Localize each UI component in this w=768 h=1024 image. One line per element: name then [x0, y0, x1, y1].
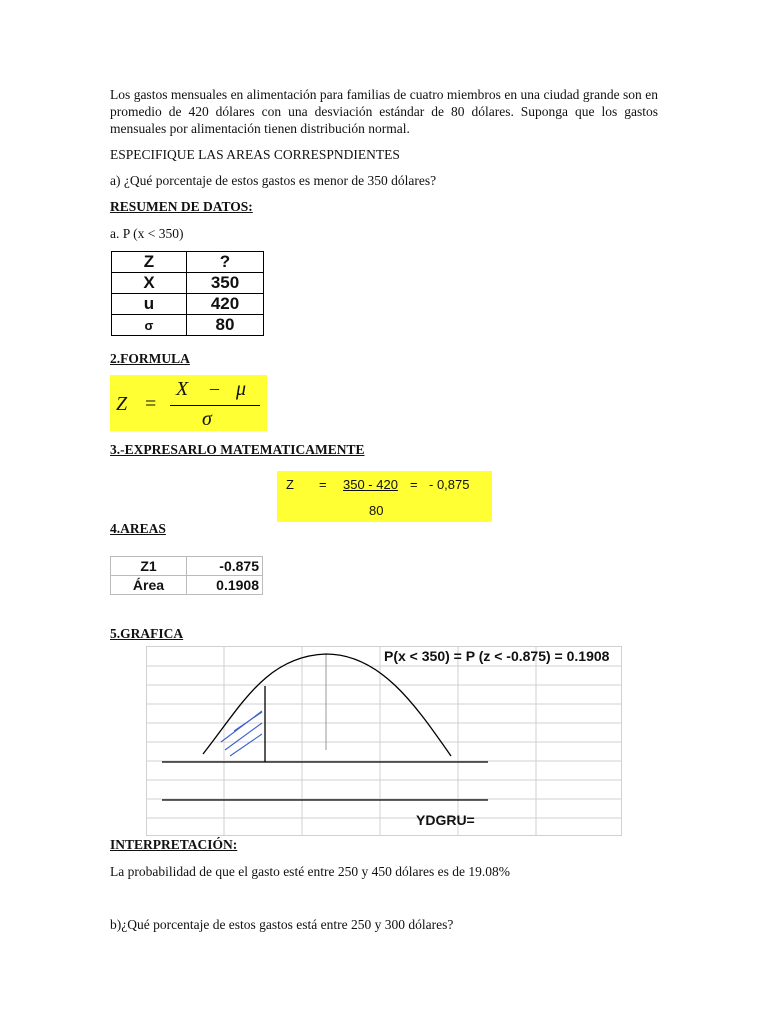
table-cell-key: Área	[111, 576, 187, 595]
calc-result: - 0,875	[429, 477, 470, 492]
data-summary-table	[111, 251, 264, 336]
formula-equals: =	[145, 393, 157, 415]
interpretation-heading: INTERPRETACIÓN:	[110, 837, 238, 852]
formula-minus: –	[210, 378, 219, 398]
formula-mu: μ	[236, 378, 247, 400]
table-cell-value: 0.1908	[187, 576, 263, 595]
calc-numerator: 350 - 420	[343, 477, 398, 492]
formula-box	[110, 375, 267, 431]
problem-statement: Los gastos mensuales en alimentación para familias de cuatro miembros en una ciudad grande son en promedio de 420 dólares con una desviación estándar de 80 dólares. Suponga que los gastos mensuales por alimentación tienen distribución normal.	[110, 87, 658, 136]
areas-heading: 4.AREAS	[110, 521, 166, 536]
formula-z: Z	[116, 393, 128, 415]
table-cell-value: 80	[187, 315, 264, 336]
express-heading: 3.-EXPRESARLO MATEMATICAMENTE	[110, 442, 365, 457]
calc-denominator: 80	[369, 503, 384, 518]
fraction-bar	[170, 405, 260, 406]
formula-heading: 2.FORMULA	[110, 351, 190, 366]
interpretation-text: La probabilidad de que el gasto esté entre 250 y 450 dólares es de 19.08%	[110, 864, 511, 879]
table-cell-key: X	[112, 273, 187, 294]
normal-curve-figure	[146, 646, 622, 836]
summary-heading: RESUMEN DE DATOS:	[110, 199, 253, 214]
calc-z: Z	[286, 477, 294, 492]
table-row	[111, 576, 263, 595]
table-row	[112, 252, 264, 273]
table-cell-value: -0.875	[187, 557, 263, 576]
table-cell-key: σ	[112, 315, 187, 336]
graph-heading: 5.GRAFICA	[110, 626, 184, 641]
graph-title: P(x < 350) = P (z < -0.875) = 0.1908	[384, 648, 610, 664]
formula-x: X	[176, 378, 189, 400]
table-cell-key: Z1	[111, 557, 187, 576]
table-row	[111, 557, 263, 576]
calc-equals-2: =	[410, 477, 418, 492]
table-cell-key: Z	[112, 252, 187, 273]
table-cell-value: 420	[187, 294, 264, 315]
table-cell-value: 350	[187, 273, 264, 294]
summary-subtitle: a. P (x < 350)	[110, 226, 184, 241]
bell-curve	[203, 654, 451, 756]
table-cell-value: ?	[187, 252, 264, 273]
garbled-label: YDGRU=	[416, 812, 475, 828]
calc-equals-1: =	[319, 477, 327, 492]
table-row	[112, 273, 264, 294]
areas-table	[110, 556, 263, 595]
question-b: b)¿Qué porcentaje de estos gastos está entre 250 y 300 dólares?	[110, 917, 454, 932]
table-row	[112, 315, 264, 336]
specify-instruction: ESPECIFIQUE LAS AREAS CORRESPNDIENTES	[110, 147, 400, 162]
shaded-area-hatch	[221, 711, 262, 756]
calculation-box	[277, 471, 492, 522]
grid-lines	[146, 646, 622, 836]
table-row	[112, 294, 264, 315]
question-a: a) ¿Qué porcentaje de estos gastos es menor de 350 dólares?	[110, 173, 437, 188]
formula-sigma: σ	[202, 408, 212, 430]
table-cell-key: u	[112, 294, 187, 315]
normal-curve-graph	[146, 646, 622, 836]
